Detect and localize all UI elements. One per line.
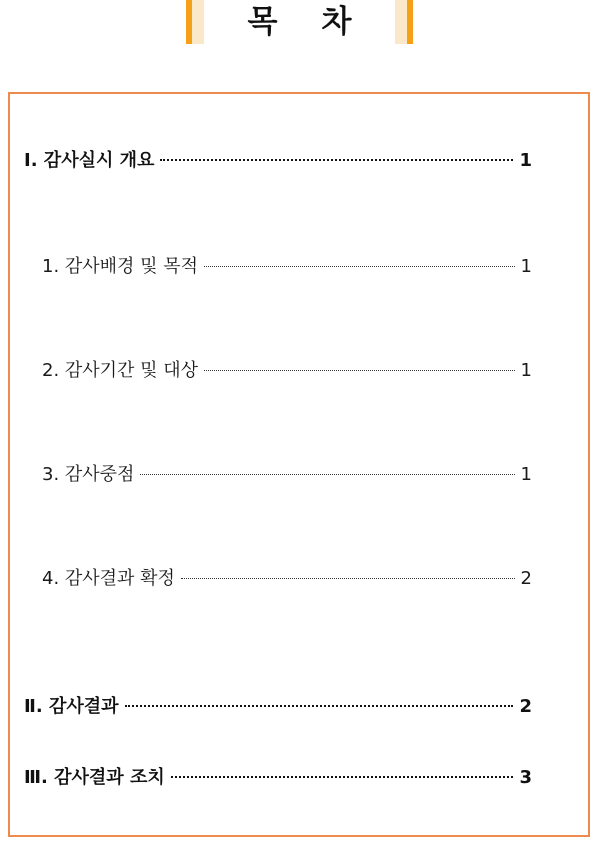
toc-page-number: 1 [520, 256, 532, 277]
toc-leader-dots [181, 578, 515, 579]
toc-entry-section-1[interactable] [24, 146, 532, 172]
toc-page-number: 1 [520, 464, 532, 485]
toc-entry-label: Ⅱ. 감사결과 [24, 696, 119, 717]
title-char-1: 목 [247, 3, 278, 40]
toc-leader-dots [204, 266, 514, 267]
toc-entry-label: 4. 감사결과 확정 [42, 568, 175, 589]
toc-page-number: 2 [519, 696, 532, 717]
toc-entry-label: 3. 감사중점 [42, 464, 135, 485]
toc-entry-section-3[interactable] [24, 763, 532, 789]
toc-page-number: 1 [520, 360, 532, 381]
toc-page-number: 1 [519, 150, 532, 171]
toc-page-number: 3 [519, 767, 532, 788]
toc-leader-dots [171, 776, 514, 778]
toc-leader-dots [204, 370, 514, 371]
toc-entry-label: Ⅰ. 감사실시 개요 [24, 150, 155, 171]
toc-leader-dots [160, 159, 513, 161]
title-right-bar-light [395, 0, 407, 44]
toc-entry-label: 1. 감사배경 및 목적 [42, 256, 199, 277]
title-banner [186, 0, 413, 44]
toc-entry-section-2[interactable] [24, 692, 532, 718]
toc-entry-1-4[interactable] [42, 564, 532, 590]
toc-page-number: 2 [520, 568, 532, 589]
toc-leader-dots [140, 474, 514, 475]
title-char-2: 차 [321, 3, 352, 40]
title-left-bar-light [192, 0, 204, 44]
title-right-bar-dark [407, 0, 413, 44]
toc-entry-label: Ⅲ. 감사결과 조치 [24, 767, 165, 788]
toc-entry-1-1[interactable] [42, 252, 532, 278]
toc-entry-label: 2. 감사기간 및 대상 [42, 360, 199, 381]
toc-leader-dots [125, 705, 514, 707]
page-title [204, 0, 395, 44]
toc-entry-1-3[interactable] [42, 460, 532, 486]
toc-entry-1-2[interactable] [42, 356, 532, 382]
